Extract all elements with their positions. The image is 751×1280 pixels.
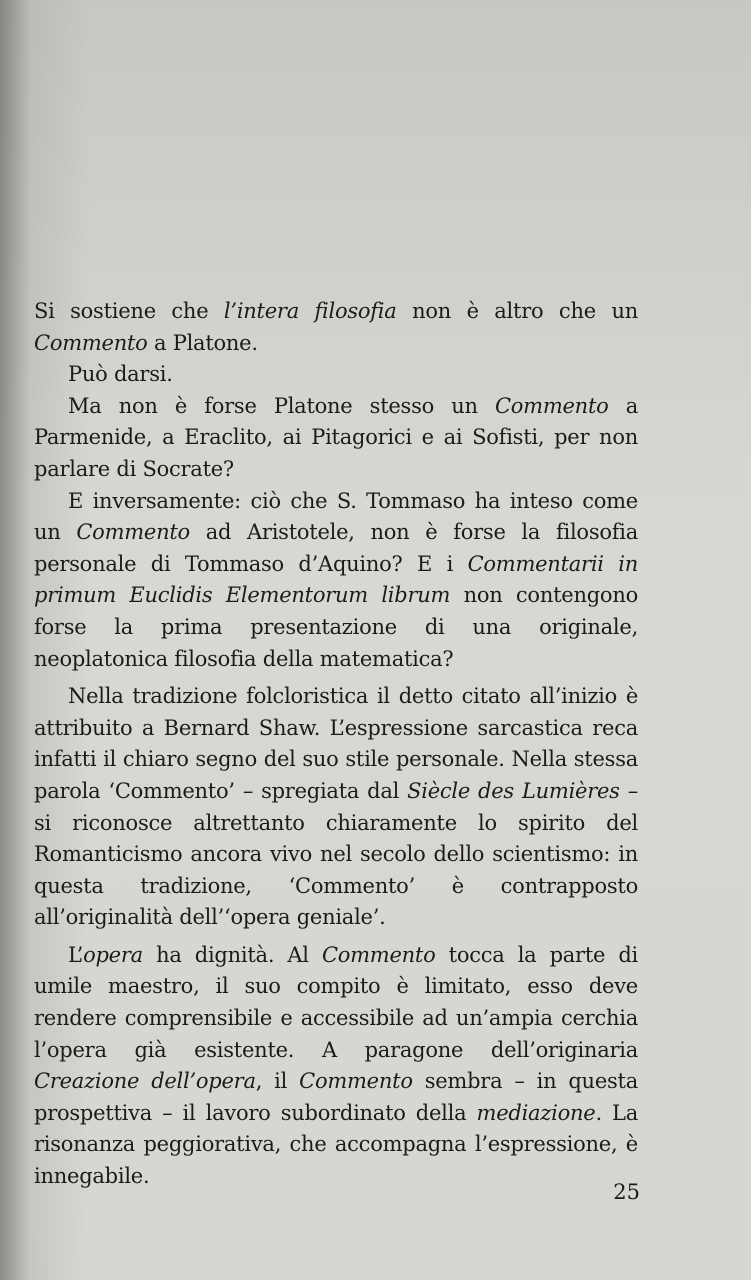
- bleed-through-shadow: [560, 90, 751, 123]
- paragraph-3: Ma non è forse Platone stesso un Commento a Parmenide, a Eraclito, ai Pitagorici e ai Sofisti, per non parlare di Socrate?: [34, 393, 638, 481]
- paragraph-5: Nella tradizione folcloristica il detto citato all’inizio è attribuito a Bernard Shaw. L’espressione sarcastica reca infatti il chiaro segno del suo stile personale. Nella stessa parola ‘Commento’ – spregiata dal Siècle des Lumières – si riconosce altrettanto chiaramente lo spirito del Romanticismo ancora vivo nel secolo dello scientismo: in questa tradizione, ‘Commento’ è contrapposto all’originalità dell’‘opera geniale’.: [34, 684, 638, 930]
- paragraph-4: E inversamente: ciò che S. Tommaso ha inteso come un Commento ad Aristotele, non è forse la filosofia personale di Tommaso d’Aquino? E i Commentarii in primum Euclidis Elementorum librum non contengono forse la prima presentazione di una originale, neoplatonica filosofia della matematica?: [34, 488, 638, 671]
- page-number: 25: [613, 1180, 640, 1204]
- body-text: [34, 296, 638, 1193]
- paragraph-2: Può darsi.: [68, 362, 173, 387]
- paragraph-1: Si sostiene che l’intera filosofia non è altro che un Commento a Platone.: [34, 299, 638, 355]
- paragraph-6: L’opera ha dignità. Al Commento tocca la parte di umile maestro, il suo compito è limitato, esso deve rendere comprensibile e accessibile ad un’ampia cerchia l’opera già esistente. A paragone dell’originaria Creazione dell’opera, il Commento sembra – in questa prospettiva – il lavoro subordinato della mediazione. La risonanza peggiorativa, che accompagna l’espressione, è innegabile.: [34, 942, 639, 1189]
